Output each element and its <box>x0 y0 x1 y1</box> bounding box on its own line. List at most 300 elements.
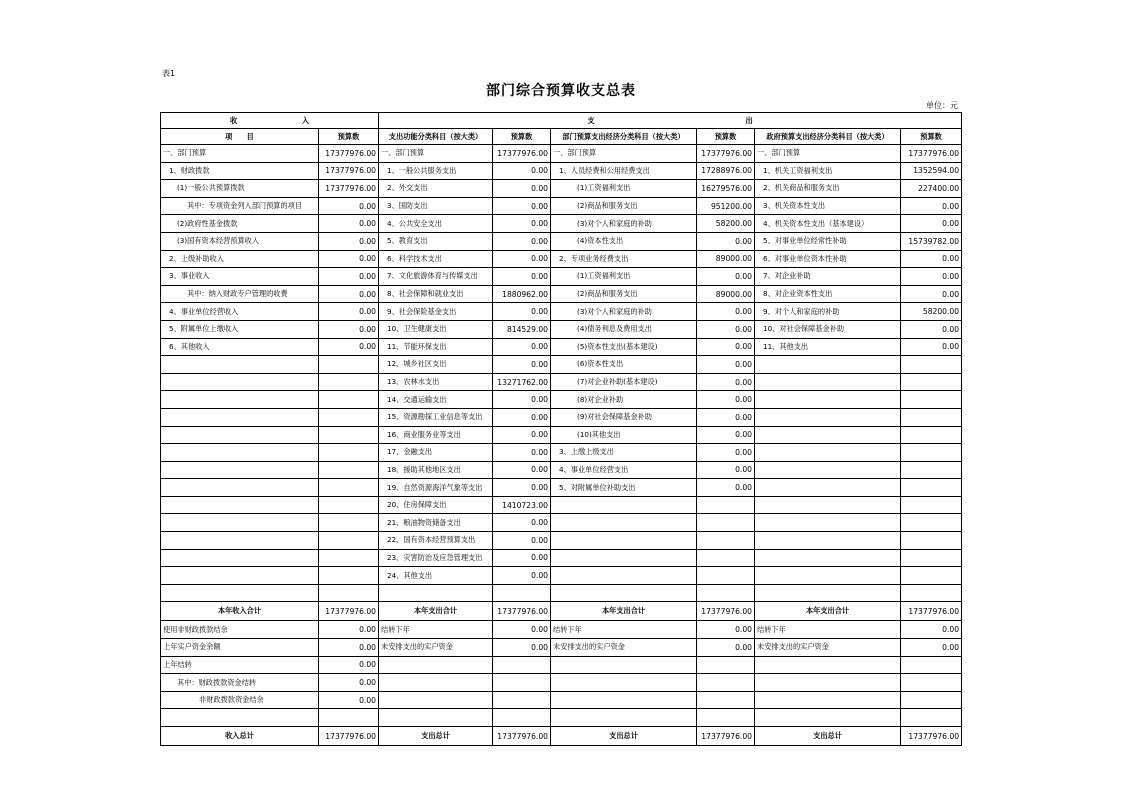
amount-cell: 0.00 <box>493 180 551 198</box>
amount-cell <box>901 656 962 674</box>
amount-cell <box>901 514 962 532</box>
item-cell <box>379 584 493 602</box>
amount-cell: 58200.00 <box>901 303 962 321</box>
item-cell: 未安排支出的实户资金 <box>379 639 493 657</box>
item-cell <box>551 514 697 532</box>
item-cell: 1、一般公共服务支出 <box>379 162 493 180</box>
item-cell: 13、农林水支出 <box>379 373 493 391</box>
item-cell: 4、事业单位经营收入 <box>161 303 319 321</box>
amount-cell <box>901 691 962 709</box>
item-cell <box>755 444 901 462</box>
amount-cell <box>493 584 551 602</box>
table-row <box>161 373 962 391</box>
amount-cell: 0.00 <box>493 408 551 426</box>
table-row <box>161 479 962 497</box>
amount-cell <box>319 408 379 426</box>
item-cell: 24、其他支出 <box>379 567 493 585</box>
item-cell: 8、社会保障和就业支出 <box>379 285 493 303</box>
amount-cell: 17377976.00 <box>697 602 755 621</box>
item-cell: 3、机关资本性支出 <box>755 197 901 215</box>
column-header: 部门预算支出经济分类科目（按大类） <box>551 129 697 145</box>
table-row <box>161 338 962 356</box>
amount-cell: 17377976.00 <box>319 727 379 746</box>
amount-cell: 0.00 <box>493 639 551 657</box>
amount-cell <box>319 391 379 409</box>
item-cell: 17、金融支出 <box>379 444 493 462</box>
item-cell <box>161 479 319 497</box>
item-cell <box>379 656 493 674</box>
amount-cell: 1410723.00 <box>493 496 551 514</box>
item-cell <box>161 514 319 532</box>
item-cell <box>161 444 319 462</box>
amount-cell: 0.00 <box>697 232 755 250</box>
amount-cell <box>901 532 962 550</box>
amount-cell: 0.00 <box>697 303 755 321</box>
amount-cell: 0.00 <box>697 338 755 356</box>
amount-cell <box>319 532 379 550</box>
amount-cell: 0.00 <box>901 338 962 356</box>
amount-cell: 0.00 <box>493 338 551 356</box>
amount-cell <box>493 691 551 709</box>
item-cell: (1)一般公共预算拨款 <box>161 180 319 198</box>
item-cell <box>755 674 901 692</box>
item-cell: 支出总计 <box>379 727 493 746</box>
amount-cell: 1352594.00 <box>901 162 962 180</box>
item-cell: 结转下年 <box>551 621 697 639</box>
table-row <box>161 426 962 444</box>
amount-cell: 0.00 <box>901 320 962 338</box>
amount-cell <box>319 549 379 567</box>
item-cell <box>755 461 901 479</box>
amount-cell <box>901 356 962 374</box>
amount-cell: 227400.00 <box>901 180 962 198</box>
amount-cell <box>901 479 962 497</box>
amount-cell <box>901 496 962 514</box>
table-row <box>161 461 962 479</box>
item-cell: 非财政拨款资金结余 <box>161 691 319 709</box>
amount-cell: 0.00 <box>493 514 551 532</box>
amount-cell: 0.00 <box>901 197 962 215</box>
item-cell <box>551 674 697 692</box>
amount-cell: 0.00 <box>319 338 379 356</box>
item-cell <box>755 408 901 426</box>
table-row <box>161 356 962 374</box>
item-cell: 5、对附属单位补助支出 <box>551 479 697 497</box>
item-cell: (5)资本性支出(基本建设) <box>551 338 697 356</box>
amount-cell: 89000.00 <box>697 285 755 303</box>
amount-cell <box>319 373 379 391</box>
amount-cell <box>319 567 379 585</box>
item-cell <box>379 709 493 727</box>
item-cell: 2、机关商品和服务支出 <box>755 180 901 198</box>
item-cell <box>379 691 493 709</box>
table-row <box>161 674 962 692</box>
table-row <box>161 215 962 233</box>
item-cell: 3、上缴上级支出 <box>551 444 697 462</box>
amount-cell: 0.00 <box>697 461 755 479</box>
column-header: 政府预算支出经济分类科目（按大类） <box>755 129 901 145</box>
amount-cell: 0.00 <box>493 549 551 567</box>
column-header: 预算数 <box>697 129 755 145</box>
item-cell: 4、事业单位经营支出 <box>551 461 697 479</box>
table-row <box>161 602 962 621</box>
table-row <box>161 584 962 602</box>
item-cell: 7、文化旅游体育与传媒支出 <box>379 268 493 286</box>
item-cell: 2、外交支出 <box>379 180 493 198</box>
item-cell: 2、上级补助收入 <box>161 250 319 268</box>
amount-cell: 0.00 <box>901 621 962 639</box>
item-cell: 本年支出合计 <box>379 602 493 621</box>
table-row <box>161 303 962 321</box>
item-cell: 6、其他收入 <box>161 338 319 356</box>
amount-cell <box>493 656 551 674</box>
amount-cell <box>319 444 379 462</box>
amount-cell: 0.00 <box>697 426 755 444</box>
amount-cell: 0.00 <box>493 479 551 497</box>
item-cell <box>551 532 697 550</box>
page-title: 部门综合预算收支总表 <box>486 83 636 99</box>
item-cell: 本年支出合计 <box>551 602 697 621</box>
amount-cell: 0.00 <box>319 621 379 639</box>
amount-cell <box>319 514 379 532</box>
amount-cell: 0.00 <box>901 268 962 286</box>
item-cell: (2)政府性基金拨款 <box>161 215 319 233</box>
amount-cell: 0.00 <box>493 356 551 374</box>
amount-cell: 0.00 <box>697 639 755 657</box>
item-cell: 一、部门预算 <box>161 145 319 163</box>
table-row <box>161 549 962 567</box>
item-cell: (4)债务利息及费用支出 <box>551 320 697 338</box>
item-cell <box>755 709 901 727</box>
column-header: 预算数 <box>901 129 962 145</box>
item-cell: 11、节能环保支出 <box>379 338 493 356</box>
table-row <box>161 250 962 268</box>
column-header: 预算数 <box>319 129 379 145</box>
amount-cell: 0.00 <box>901 639 962 657</box>
item-cell: (1)工资福利支出 <box>551 268 697 286</box>
table-row <box>161 496 962 514</box>
amount-cell <box>901 549 962 567</box>
item-cell <box>755 496 901 514</box>
amount-cell: 0.00 <box>493 621 551 639</box>
amount-cell <box>901 444 962 462</box>
amount-cell <box>697 691 755 709</box>
amount-cell: 0.00 <box>493 444 551 462</box>
amount-cell: 0.00 <box>493 303 551 321</box>
table-row <box>161 145 962 163</box>
amount-cell <box>319 479 379 497</box>
item-cell: 20、住房保障支出 <box>379 496 493 514</box>
amount-cell: 0.00 <box>493 215 551 233</box>
amount-cell <box>901 584 962 602</box>
amount-cell: 0.00 <box>697 408 755 426</box>
table-row <box>161 285 962 303</box>
item-cell: (2)商品和服务支出 <box>551 285 697 303</box>
item-cell <box>161 496 319 514</box>
item-cell: 支出总计 <box>551 727 697 746</box>
item-cell: 21、粮油物资储备支出 <box>379 514 493 532</box>
item-cell: (1)工资福利支出 <box>551 180 697 198</box>
amount-cell: 0.00 <box>493 197 551 215</box>
item-cell <box>755 373 901 391</box>
amount-cell: 814529.00 <box>493 320 551 338</box>
amount-cell: 0.00 <box>901 285 962 303</box>
amount-cell: 0.00 <box>493 567 551 585</box>
table-row <box>161 197 962 215</box>
amount-cell: 0.00 <box>697 479 755 497</box>
amount-cell <box>697 674 755 692</box>
item-cell <box>379 674 493 692</box>
amount-cell: 17377976.00 <box>901 145 962 163</box>
budget-table <box>160 112 962 746</box>
amount-cell: 17377976.00 <box>319 180 379 198</box>
item-cell <box>161 532 319 550</box>
expense-group-header: 支 出 <box>379 113 962 129</box>
amount-cell: 17377976.00 <box>493 602 551 621</box>
item-cell <box>551 584 697 602</box>
item-cell <box>161 391 319 409</box>
item-cell: 结转下年 <box>755 621 901 639</box>
item-cell: 结转下年 <box>379 621 493 639</box>
item-cell <box>755 656 901 674</box>
item-cell <box>755 479 901 497</box>
table-row <box>161 691 962 709</box>
amount-cell: 0.00 <box>697 621 755 639</box>
item-cell: 上年结转 <box>161 656 319 674</box>
amount-cell: 0.00 <box>697 373 755 391</box>
amount-cell: 0.00 <box>901 215 962 233</box>
item-cell: 9、对个人和家庭的补助 <box>755 303 901 321</box>
item-cell <box>161 356 319 374</box>
item-cell: 16、商业服务业等支出 <box>379 426 493 444</box>
amount-cell <box>901 391 962 409</box>
table-row <box>161 621 962 639</box>
item-cell: 10、卫生健康支出 <box>379 320 493 338</box>
item-cell: (9)对社会保障基金补助 <box>551 408 697 426</box>
amount-cell: 17377976.00 <box>493 145 551 163</box>
item-cell: (3)国有资本经营预算收入 <box>161 232 319 250</box>
item-cell <box>161 408 319 426</box>
item-cell: 23、灾害防治及应急管理支出 <box>379 549 493 567</box>
item-cell: 未安排支出的实户资金 <box>755 639 901 657</box>
table-row <box>161 408 962 426</box>
amount-cell: 58200.00 <box>697 215 755 233</box>
item-cell: 2、专项业务经费支出 <box>551 250 697 268</box>
item-cell: 其中：专项资金列入部门预算的项目 <box>161 197 319 215</box>
item-cell: (6)资本性支出 <box>551 356 697 374</box>
amount-cell: 0.00 <box>493 162 551 180</box>
amount-cell <box>697 549 755 567</box>
table-row <box>161 232 962 250</box>
amount-cell: 17377976.00 <box>901 602 962 621</box>
column-header: 支出功能分类科目（按大类） <box>379 129 493 145</box>
item-cell: 3、事业收入 <box>161 268 319 286</box>
amount-cell: 0.00 <box>697 444 755 462</box>
item-cell: (4)资本性支出 <box>551 232 697 250</box>
item-cell <box>161 373 319 391</box>
item-cell <box>161 549 319 567</box>
amount-cell: 0.00 <box>697 356 755 374</box>
amount-cell: 0.00 <box>901 250 962 268</box>
amount-cell: 0.00 <box>493 268 551 286</box>
amount-cell: 0.00 <box>319 691 379 709</box>
table-row <box>161 180 962 198</box>
item-cell: 1、机关工资福利支出 <box>755 162 901 180</box>
item-cell: 5、教育支出 <box>379 232 493 250</box>
amount-cell <box>901 426 962 444</box>
item-cell: 6、科学技术支出 <box>379 250 493 268</box>
item-cell <box>161 709 319 727</box>
amount-cell: 89000.00 <box>697 250 755 268</box>
amount-cell: 0.00 <box>319 285 379 303</box>
item-cell: 上年实户资金余额 <box>161 639 319 657</box>
item-cell: 4、公共安全支出 <box>379 215 493 233</box>
item-cell <box>551 496 697 514</box>
amount-cell: 16279576.00 <box>697 180 755 198</box>
amount-cell: 0.00 <box>319 303 379 321</box>
item-cell: 7、对企业补助 <box>755 268 901 286</box>
table-row <box>161 320 962 338</box>
item-cell <box>551 691 697 709</box>
amount-cell: 17377976.00 <box>697 727 755 746</box>
amount-cell <box>319 496 379 514</box>
item-cell: 未安排支出的实户资金 <box>551 639 697 657</box>
amount-cell: 17377976.00 <box>319 602 379 621</box>
item-cell <box>755 426 901 444</box>
item-cell: 本年收入合计 <box>161 602 319 621</box>
amount-cell: 0.00 <box>493 250 551 268</box>
amount-cell <box>697 584 755 602</box>
amount-cell: 17377976.00 <box>319 162 379 180</box>
item-cell: 收入总计 <box>161 727 319 746</box>
item-cell: 22、国有资本经营预算支出 <box>379 532 493 550</box>
amount-cell: 0.00 <box>319 215 379 233</box>
amount-cell: 0.00 <box>319 656 379 674</box>
amount-cell: 17377976.00 <box>697 145 755 163</box>
amount-cell: 17377976.00 <box>901 727 962 746</box>
amount-cell: 1880962.00 <box>493 285 551 303</box>
item-cell: 1、财政拨款 <box>161 162 319 180</box>
item-cell <box>161 584 319 602</box>
item-cell: (2)商品和服务支出 <box>551 197 697 215</box>
item-cell: 15、资源勘探工业信息等支出 <box>379 408 493 426</box>
item-cell <box>755 549 901 567</box>
table-row <box>161 162 962 180</box>
amount-cell <box>901 408 962 426</box>
item-cell <box>755 356 901 374</box>
item-cell: (3)对个人和家庭的补助 <box>551 215 697 233</box>
item-cell: 一、部门预算 <box>551 145 697 163</box>
table-row <box>161 639 962 657</box>
amount-cell <box>901 674 962 692</box>
table-row <box>161 709 962 727</box>
item-cell: 其中：财政拨款资金结转 <box>161 674 319 692</box>
amount-cell: 0.00 <box>319 639 379 657</box>
amount-cell: 0.00 <box>319 320 379 338</box>
item-cell: 5、附属单位上缴收入 <box>161 320 319 338</box>
table-row <box>161 391 962 409</box>
item-cell: 14、交通运输支出 <box>379 391 493 409</box>
item-cell <box>161 567 319 585</box>
amount-cell: 0.00 <box>697 391 755 409</box>
table-row <box>161 268 962 286</box>
amount-cell: 0.00 <box>493 461 551 479</box>
amount-cell: 0.00 <box>493 232 551 250</box>
amount-cell <box>901 373 962 391</box>
amount-cell <box>697 709 755 727</box>
amount-cell <box>697 656 755 674</box>
item-cell: (3)对个人和家庭的补助 <box>551 303 697 321</box>
item-cell: 1、人员经费和公用经费支出 <box>551 162 697 180</box>
item-cell: 使用非财政拨款结余 <box>161 621 319 639</box>
amount-cell: 0.00 <box>319 250 379 268</box>
amount-cell <box>493 709 551 727</box>
amount-cell <box>319 709 379 727</box>
table-row <box>161 444 962 462</box>
amount-cell: 0.00 <box>319 232 379 250</box>
item-cell <box>551 549 697 567</box>
amount-cell <box>901 567 962 585</box>
column-header: 项 目 <box>161 129 319 145</box>
amount-cell: 0.00 <box>493 532 551 550</box>
amount-cell <box>493 674 551 692</box>
amount-cell <box>319 356 379 374</box>
item-cell: 11、其他支出 <box>755 338 901 356</box>
item-cell <box>755 691 901 709</box>
table-row <box>161 514 962 532</box>
amount-cell: 0.00 <box>319 197 379 215</box>
amount-cell <box>901 709 962 727</box>
item-cell: 10、对社会保障基金补助 <box>755 320 901 338</box>
item-cell <box>161 426 319 444</box>
item-cell <box>755 567 901 585</box>
item-cell: 18、援助其他地区支出 <box>379 461 493 479</box>
item-cell: (10)其他支出 <box>551 426 697 444</box>
table-row <box>161 567 962 585</box>
amount-cell <box>319 461 379 479</box>
item-cell <box>161 461 319 479</box>
item-cell <box>551 709 697 727</box>
table-row <box>161 532 962 550</box>
item-cell: 4、机关资本性支出（基本建设） <box>755 215 901 233</box>
amount-cell: 951200.00 <box>697 197 755 215</box>
amount-cell: 15739782.00 <box>901 232 962 250</box>
item-cell: (7)对企业补助(基本建设) <box>551 373 697 391</box>
item-cell <box>755 514 901 532</box>
income-group-header: 收 入 <box>161 113 379 129</box>
column-header: 预算数 <box>493 129 551 145</box>
item-cell <box>755 532 901 550</box>
item-cell: 9、社会保险基金支出 <box>379 303 493 321</box>
item-cell: 19、自然资源海洋气象等支出 <box>379 479 493 497</box>
item-cell: 3、国防支出 <box>379 197 493 215</box>
amount-cell <box>319 426 379 444</box>
item-cell <box>551 656 697 674</box>
amount-cell <box>901 461 962 479</box>
amount-cell <box>319 584 379 602</box>
item-cell <box>551 567 697 585</box>
item-cell <box>755 391 901 409</box>
amount-cell: 17377976.00 <box>493 727 551 746</box>
table-number: 表1 <box>162 69 176 78</box>
item-cell: 8、对企业资本性支出 <box>755 285 901 303</box>
item-cell: 6、对事业单位资本性补助 <box>755 250 901 268</box>
table-row <box>161 727 962 746</box>
item-cell: 其中：纳入财政专户管理的收费 <box>161 285 319 303</box>
amount-cell <box>697 532 755 550</box>
amount-cell: 0.00 <box>697 320 755 338</box>
amount-cell: 0.00 <box>493 426 551 444</box>
